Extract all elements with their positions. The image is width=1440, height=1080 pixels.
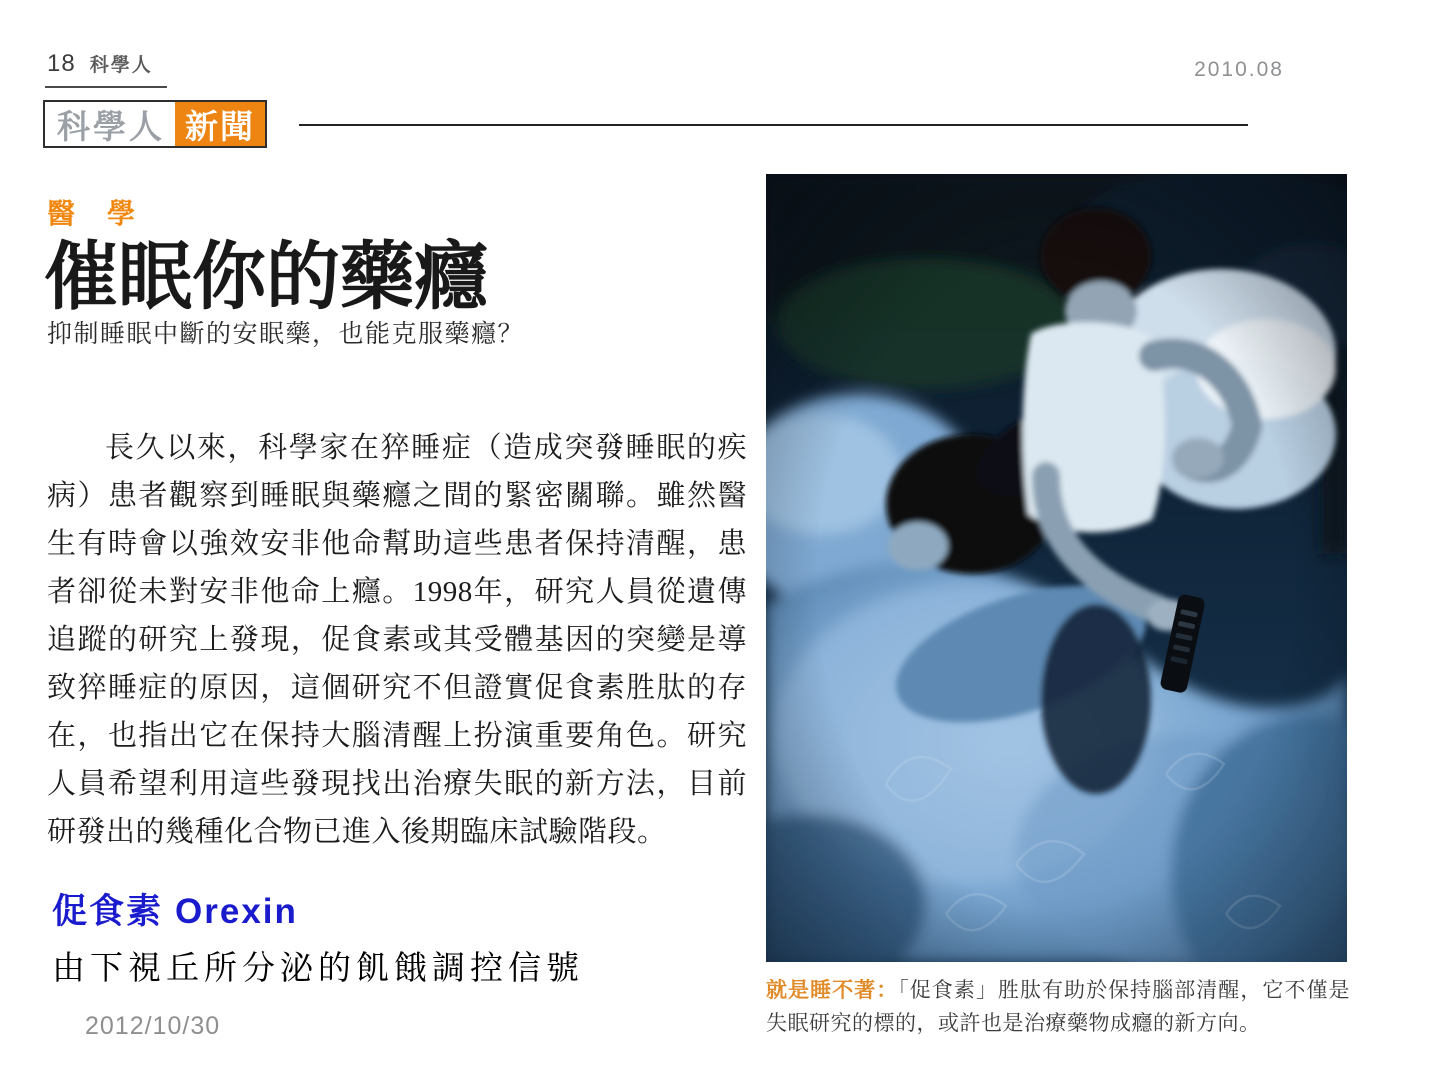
article-title: 催眠你的藥癮 [44,237,488,319]
photo-caption [766,974,1350,1040]
slide-date: 2012/10/30 [85,1012,221,1040]
section-badge [43,100,267,148]
annotation-term-en: Orexin [175,892,298,931]
annotation-term [52,884,584,934]
annotation-term-zh: 促食素 [52,892,164,931]
category-label: 醫 學 [47,198,138,229]
section-label: 新聞 [175,102,265,146]
bed-photo [766,174,1347,962]
bed-photo-illustration [766,174,1347,962]
photo-caption-text: 「促食素」胜肽有助於保持腦部清醒，它不僅是失眠研究的標的，或許也是治療藥物成癮的新方向。 [766,979,1351,1035]
photo-caption-lead: 就是睡不著： [766,979,899,1002]
article-subtitle: 抑制睡眠中斷的安眠藥，也能克服藥癮？ [47,320,525,348]
annotation-block [52,884,584,989]
article-body: 長久以來，科學家在猝睡症（造成突發睡眠的疾病）患者觀察到睡眠與藥癮之間的緊密關聯。雖然醫生有時會以強效安非他命幫助這些患者保持清醒，患者卻從未對安非他命上癮。1998年，研究人員從遺傳追蹤的研究上發現，促食素或其受體基因的突變是導致猝睡症的原因，這個研究不但證實促食素胜肽的存在，也指出它在保持大腦清醒上扮演重要角色。研究人員希望利用這些發現找出治療失眠的新方法，目前研發出的幾種化合物已進入後期臨床試驗階段。 [47,432,747,848]
header-rule [299,124,1248,126]
issue-date: 2010.08 [1194,58,1284,81]
photo-vignette [766,174,1347,962]
page-number: 18 [47,50,76,77]
annotation-definition: 由下視丘所分泌的飢餓調控信號 [52,951,584,987]
magazine-name: 科學人 [89,55,153,76]
page-folio [45,50,167,88]
brand-label: 科學人 [45,102,175,146]
